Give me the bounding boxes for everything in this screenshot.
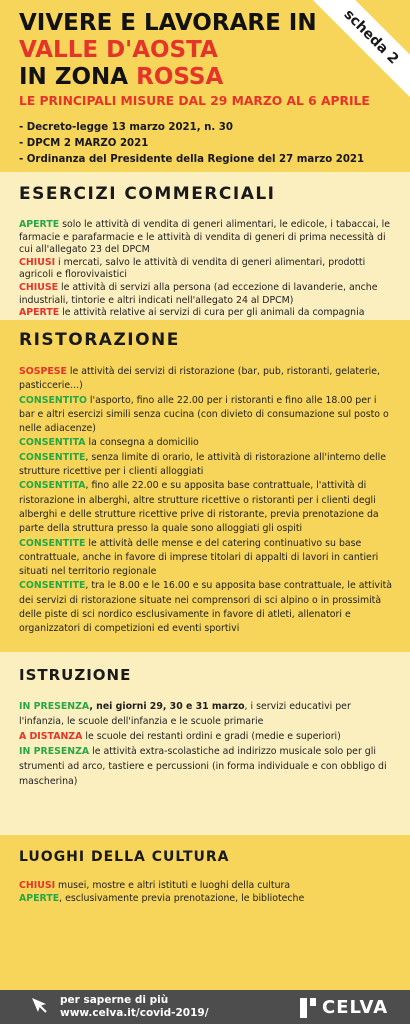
- list-item: [19, 394, 394, 437]
- reference-item: - Ordinanza del Presidente della Regione del 27 marzo 2021: [19, 154, 365, 165]
- item-text: , i servizi educativi per l'infanzia, le scuole dell'infanzia e le scuole primarie: [19, 701, 351, 727]
- section-body: [19, 219, 394, 332]
- keyword: APERTE: [19, 219, 60, 230]
- keyword: CONSENTITE: [19, 537, 86, 549]
- list-item: [19, 879, 394, 892]
- page-title: [19, 10, 317, 91]
- title-line-3-a: IN ZONA: [19, 64, 137, 90]
- keyword: APERTE: [19, 307, 60, 319]
- section-body: [19, 699, 394, 789]
- item-text: le attività delle mense e del catering continuativo su base contrattuale, anche in favore di imprese titolari di appalti di lavori in cantieri situati nel territorio regionale: [19, 537, 379, 578]
- keyword: CHIUSE: [19, 281, 58, 293]
- section-istruzione: [0, 652, 410, 835]
- header: [0, 0, 410, 172]
- keyword: CONSENTITA: [19, 480, 86, 492]
- list-item: [19, 365, 394, 394]
- list-item: [19, 436, 394, 450]
- list-item: [19, 219, 394, 257]
- section-esercizi: [0, 172, 410, 320]
- section-ristorazione: [0, 320, 410, 652]
- list-item: [19, 282, 394, 307]
- item-text: l'asporto, fino alle 22.00 per i ristoranti e fino alle 18.00 per i bar e altri esercizi simili senza cucina (con divieto di consumazione sul posto o nelle adiacenze): [19, 394, 389, 435]
- title-line-2: VALLE D'AOSTA: [19, 37, 218, 63]
- item-text: le scuole dei restanti ordini e gradi (medie e superiori): [82, 731, 341, 742]
- cursor-arrow-icon: [30, 996, 48, 1014]
- celva-logo: [300, 997, 388, 1018]
- footer: [0, 990, 410, 1024]
- references-list: [19, 120, 364, 168]
- item-text: le attività relative ai servizi di cura per gli animali da compagnia: [62, 307, 365, 319]
- keyword: CONSENTITE: [19, 451, 86, 463]
- keyword: SOSPESE: [19, 366, 67, 377]
- keyword: A DISTANZA: [19, 731, 83, 742]
- logo-text: CELVA: [322, 997, 389, 1018]
- item-text: , esclusivamente previa prenotazione, le biblioteche: [59, 893, 305, 904]
- item-text: musei, mostre e altri istituti e luoghi della cultura: [55, 880, 291, 891]
- list-item: [19, 744, 394, 789]
- section-title: RISTORAZIONE: [19, 330, 180, 350]
- item-bold-text: , nei giorni 29, 30 e 31 marzo: [89, 701, 245, 712]
- list-item: [19, 699, 394, 729]
- list-item: [19, 451, 394, 480]
- section-title: LUOGHI DELLA CULTURA: [19, 849, 230, 865]
- item-text: , fino alle 22.00 e su apposita base contrattuale, l'attività di ristorazione in alberghi, altre strutture ricettive o ristoranti per i clienti degli alberghi e delle strutture ricettive prive di ristorante, previa prenotazione da parte della struttura presso la quale sono alloggiati gli ospiti: [19, 480, 379, 535]
- list-item: [19, 257, 394, 282]
- list-item: [19, 479, 394, 536]
- item-text: i mercati, salvo le attività di vendita di generi alimentari, prodotti agricoli e florovivaistici: [19, 256, 366, 281]
- title-line-3: [19, 64, 317, 91]
- item-text: solo le attività di vendita di generi alimentari, le edicole, i tabaccai, le farmacie e parafarmacie e le attività di vendita di generi di prima necessità di cui all'allegato 23 del DPCM: [19, 219, 391, 256]
- keyword: CHIUSI: [19, 880, 56, 891]
- item-text: le attività dei servizi di ristorazione (bar, pub, ristoranti, gelaterie, pasticcerie...): [19, 366, 381, 392]
- keyword: CONSENTITO: [19, 394, 87, 406]
- item-text: , tra le 8.00 e le 16.00 e su apposita base contrattuale, le attività dei servizi di ristorazione situate nei comprensori di sci alpino o in prossimità delle piste di sci nordico esclusivamente in favore di atleti, allenatori e organizzatori di competizioni ed eventi sportivi: [19, 580, 392, 635]
- list-item: [19, 892, 394, 905]
- section-title: ESERCIZI COMMERCIALI: [19, 184, 276, 204]
- keyword: APERTE: [19, 893, 60, 904]
- keyword: CONSENTITA: [19, 437, 86, 449]
- reference-item: - DPCM 2 MARZO 2021: [19, 138, 149, 149]
- keyword: IN PRESENZA: [19, 701, 90, 712]
- item-text: , senza limite di orario, le attività di ristorazione all'interno delle strutture ricettive per i clienti alloggiati: [19, 451, 386, 478]
- list-item: [19, 537, 394, 580]
- keyword: CONSENTITE: [19, 580, 86, 592]
- keyword: IN PRESENZA: [19, 746, 90, 757]
- section-cultura: [0, 835, 410, 990]
- item-text: le attività extra-scolastiche ad indirizzo musicale solo per gli strumenti ad arco, tastiere e percussioni (in forma individuale e con obbligo di mascherina): [19, 746, 387, 787]
- item-text: la consegna a domicilio: [85, 437, 199, 449]
- website-url[interactable]: www.celva.it/covid-2019/: [60, 1007, 209, 1019]
- ribbon-label: scheda 2: [340, 6, 402, 68]
- more-info-label: per saperne di più: [60, 994, 169, 1006]
- section-body: [19, 365, 394, 637]
- reference-item: - Decreto-legge 13 marzo 2021, n. 30: [19, 122, 233, 133]
- keyword: CHIUSI: [19, 256, 56, 268]
- section-title: ISTRUZIONE: [19, 666, 132, 684]
- section-body: [19, 879, 394, 905]
- subtitle: LE PRINCIPALI MISURE DAL 29 MARZO AL 6 APRILE: [19, 94, 370, 108]
- more-info-link[interactable]: [60, 994, 209, 1020]
- list-item: [19, 579, 394, 636]
- celva-logo-icon: [300, 998, 316, 1018]
- item-text: le attività di servizi alla persona (ad eccezione di lavanderie, anche industriali, tintorie e altri indicati nell'allegato 24 al DPCM): [19, 281, 378, 306]
- title-line-3-b: ROSSA: [136, 64, 224, 90]
- title-line-1: VIVERE E LAVORARE IN: [19, 10, 317, 36]
- corner-ribbon: [307, 0, 410, 101]
- list-item: [19, 729, 394, 744]
